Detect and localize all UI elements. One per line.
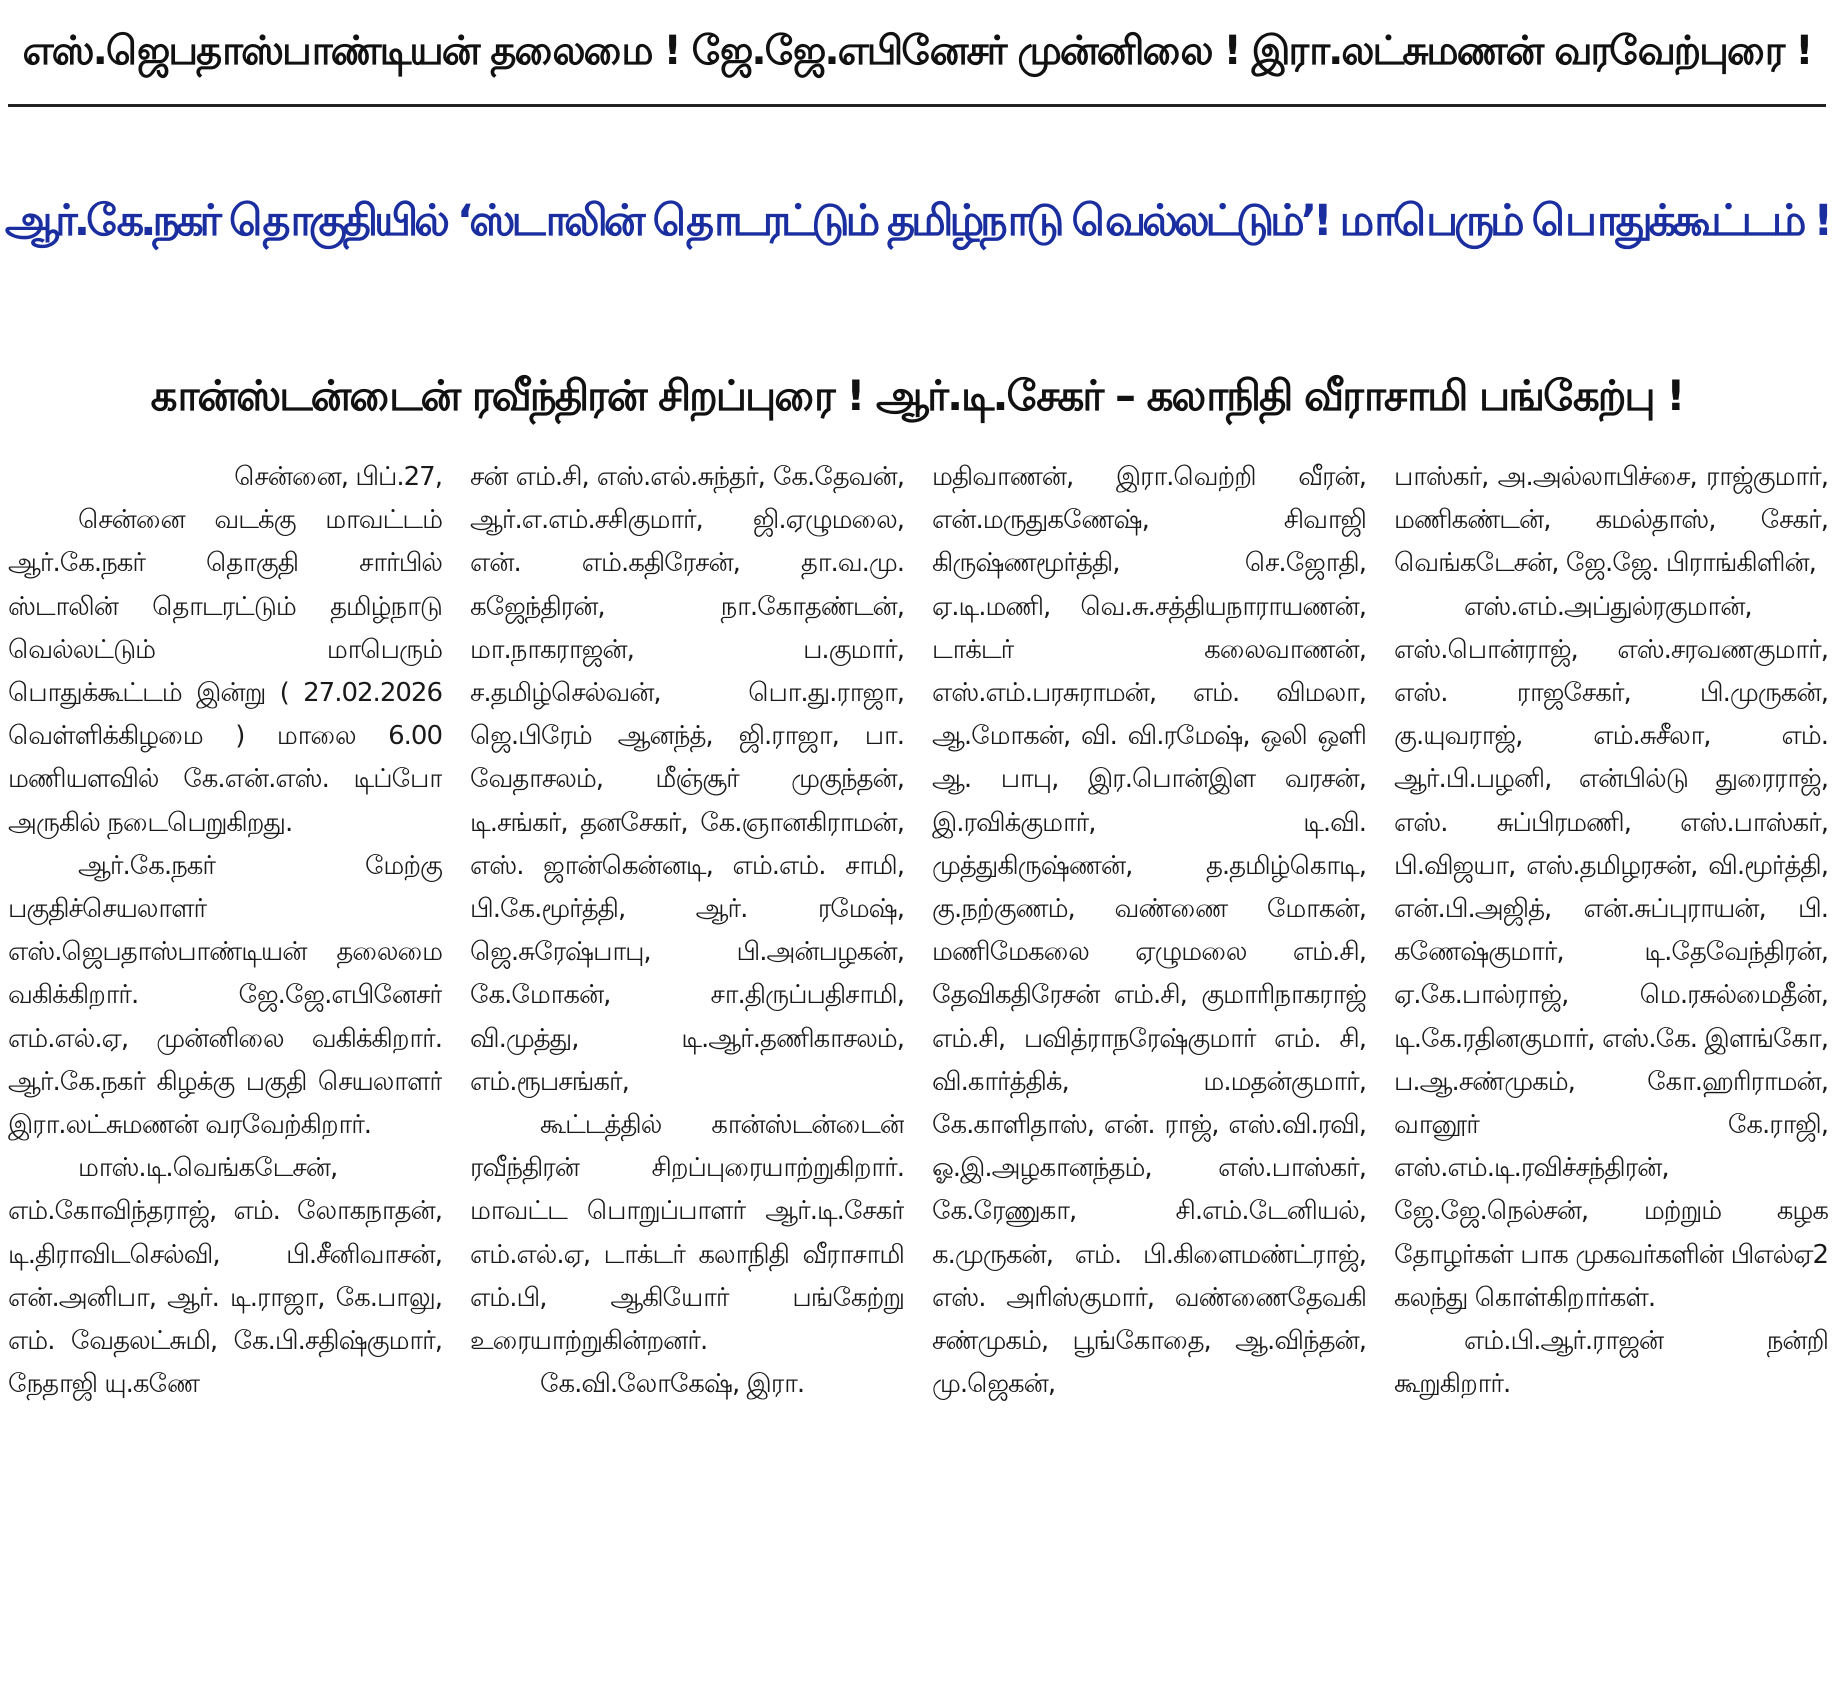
paragraph: சென்னை வடக்கு மாவட்டம் ஆர்.கே.நகர் தொகுதி சார்பில் ஸ்டாலின் தொடரட்டும் தமிழ்நாடு வெல்லட்டும் மாபெரும் பொதுக்கூட்டம் இன்று ( 27.02.2026 வெள்ளிக்கிழமை ) மாலை 6.00 மணியளவில் கே.என்.எஸ். டிப்போ அருகில் நடைபெறுகிறது.: [8, 505, 442, 838]
article-column-3: [932, 456, 1366, 1680]
sub-headline: கான்ஸ்டன்டைன் ரவீந்திரன் சிறப்புரை ! ஆர்.டி.சேகர் – கலாநிதி வீராசாமி பங்கேற்பு !: [150, 370, 1684, 420]
article-column-2: [470, 456, 904, 1680]
paragraph: பாஸ்கர், அ.அல்லாபிச்சை, ராஜ்குமார், மணிகண்டன், கமல்தாஸ், சேகர், வெங்கடேசன், ஜே.ஜே. பிராங்கிளின்,: [1394, 462, 1828, 579]
article-column-4: [1394, 456, 1828, 1680]
paragraph: மதிவாணன், இரா.வெற்றி வீரன், என்.மருதுகணேஷ், சிவாஜி கிருஷ்ணமூர்த்தி, செ.ஜோதி, ஏ.டி.மணி, வெ.சு.சத்தியநாராயணன், டாக்டர் கலைவாணன், எஸ்.எம்.பரசுராமன், எம். விமலா, ஆ.மோகன், வி. வி.ரமேஷ், ஒலி ஒளி ஆ. பாபு, இர.பொன்இள வரசன், இ.ரவிக்குமார், டி.வி. முத்துகிருஷ்ணன், த.தமிழ்கொடி, கு.நற்குணம், வண்ணை மோகன், மணிமேகலை ஏழுமலை எம்.சி, தேவிகதிரேசன் எம்.சி, குமாரிநாகராஜ் எம்.சி, பவித்ராநரேஷ்குமார் எம். சி, வி.கார்த்திக், ம.மதன்குமார், கே.காளிதாஸ், என். ராஜ், எஸ்.வி.ரவி, ஓ.இ.அழகானந்தம், எஸ்.பாஸ்கர், கே.ரேணுகா, சி.எம்.டேனியல், க.முருகன், எம். பி.கிளைமண்ட்ராஜ், எஸ். அரிஸ்குமார், வண்ணைதேவகி சண்முகம், பூங்கோதை, ஆ.விந்தன், மு.ஜெகன்,: [932, 462, 1366, 1400]
paragraph: ஆர்.கே.நகர் மேற்கு பகுதிச்செயலாளர் எஸ்.ஜெபதாஸ்பாண்டியன் தலைமை வகிக்கிறார். ஜே.ஜே.எபினேசர் எம்.எல்.ஏ, முன்னிலை வகிக்கிறார். ஆர்.கே.நகர் கிழக்கு பகுதி செயலாளர் இரா.லட்சுமணன் வரவேற்கிறார்.: [8, 850, 442, 1141]
paragraph: எஸ்.எம்.அப்துல்ரகுமான், எஸ்.பொன்ராஜ், எஸ்.சரவணகுமார், எஸ். ராஜசேகர், பி.முருகன், கு.யுவராஜ், எம்.சுசீலா, எம். ஆர்.பி.பழனி, என்பில்டு துரைராஜ், எஸ். சுப்பிரமணி, எஸ்.பாஸ்கர், பி.விஜயா, எஸ்.தமிழரசன், வி.மூர்த்தி, என்.பி.அஜித், என்.சுப்புராயன், பி. கணேஷ்குமார், டி.தேவேந்திரன், ஏ.கே.பால்ராஜ், மெ.ரசுல்மைதீன், டி.கே.ரதினகுமார், எஸ்.கே. இளங்கோ, ப.ஆ.சண்முகம், கோ.ஹரிராமன், வானூர் கே.ராஜி, எஸ்.எம்.டி.ரவிச்சந்திரன், ஜே.ஜே.நெல்சன், மற்றும் கழக தோழர்கள் பாக முகவர்களின் பிஎல்ஏ2 கலந்து கொள்கிறார்கள்.: [1394, 591, 1828, 1313]
article-column-1: [8, 456, 442, 1680]
kicker-rule: [8, 104, 1826, 107]
paragraph: கூட்டத்தில் கான்ஸ்டன்டைன் ரவீந்திரன் சிறப்புரையாற்றுகிறார். மாவட்ட பொறுப்பாளர் ஆர்.டி.சேகர் எம்.எல்.ஏ, டாக்டர் கலாநிதி வீராசாமி எம்.பி, ஆகியோர் பங்கேற்று உரையாற்றுகின்றனர்.: [470, 1110, 904, 1357]
kicker-headline: எஸ்.ஜெபதாஸ்பாண்டியன் தலைமை ! ஜே.ஜே.எபினேசர் முன்னிலை ! இரா.லட்சுமணன் வரவேற்புரை !: [22, 27, 1812, 74]
dateline: சென்னை, பிப்.27,: [234, 462, 442, 492]
main-headline: ஆர்.கே.நகர் தொகுதியில் ‘ஸ்டாலின் தொடரட்டும் தமிழ்நாடு வெல்லட்டும்’! மாபெரும் பொதுக்கூட்டம் !: [4, 196, 1830, 247]
paragraph: கே.வி.லோகேஷ், இரா.: [540, 1369, 805, 1400]
paragraph: மாஸ்.டி.வெங்கடேசன், எம்.கோவிந்தராஜ், எம். லோகநாதன், டி.திராவிடசெல்வி, பி.சீனிவாசன், என்.அனிபா, ஆர். டி.ராஜா, கே.பாலு, எம். வேதலட்சுமி, கே.பி.சதிஷ்குமார், நேதாஜி யு.கணே: [8, 1153, 442, 1400]
paragraph: சன் எம்.சி, எஸ்.எல்.சுந்தர், கே.தேவன், ஆர்.எ.எம்.சசிகுமார், ஜி.ஏழுமலை, என். எம்.கதிரேசன், தா.வ.மு. கஜேந்திரன், நா.கோதண்டன், மா.நாகராஜன், ப.குமார், ச.தமிழ்செல்வன், பொ.து.ராஜா, ஜெ.பிரேம் ஆனந்த், ஜி.ராஜா, பா. வேதாசலம், மீஞ்சூர் முகுந்தன், டி.சங்கர், தனசேகர், கே.ஞானகிராமன், எஸ். ஜான்கென்னடி, எம்.எம். சாமி, பி.கே.மூர்த்தி, ஆர். ரமேஷ், ஜெ.சுரேஷ்பாபு, பி.அன்பழகன், கே.மோகன், சா.திருப்பதிசாமி, வி.முத்து, டி.ஆர்.தணிகாசலம், எம்.ரூபசங்கர்,: [470, 462, 904, 1097]
paragraph: எம்.பி.ஆர்.ராஜன் நன்றி கூறுகிறார்.: [1394, 1326, 1828, 1400]
article-body: [8, 456, 1828, 1680]
